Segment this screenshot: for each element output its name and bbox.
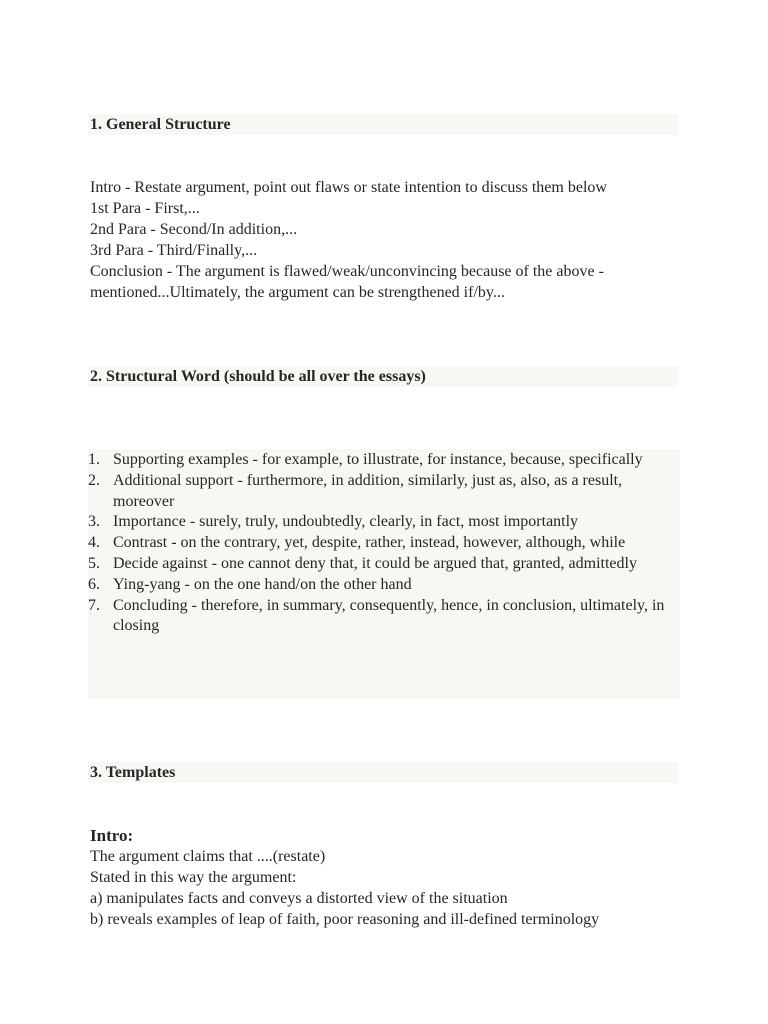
text-line: The argument claims that ....(restate): [90, 848, 326, 865]
list-item: [88, 554, 680, 575]
text-line: a) manipulates facts and conveys a distorted view of the situation: [90, 890, 508, 907]
text-line: 2nd Para - Second/In addition,...: [90, 221, 298, 238]
templates-intro-text: [90, 825, 690, 930]
section-heading-templates: 3. Templates: [88, 762, 678, 783]
list-item-text: Supporting examples - for example, to illustrate, for instance, because, specifically: [113, 451, 643, 468]
list-item: [88, 512, 680, 533]
text-line: Intro - Restate argument, point out flaws or state intention to discuss them below: [90, 179, 607, 196]
list-item: [88, 450, 680, 471]
text-line: b) reveals examples of leap of faith, poor reasoning and ill-defined terminology: [90, 911, 600, 928]
list-item: [88, 575, 680, 596]
list-item-number: 7.: [88, 596, 100, 614]
list-item-number: 1.: [88, 451, 100, 468]
list-item-number: 3.: [88, 513, 100, 531]
list-item-number: 6.: [88, 575, 100, 593]
list-item-text: Concluding - therefore, in summary, consequently, hence, in conclusion, ultimately, in closing: [113, 596, 665, 635]
list-item: [88, 471, 680, 513]
section-heading-structural-word: 2. Structural Word (should be all over the essays): [88, 366, 678, 387]
list-item-text: Additional support - furthermore, in addition, similarly, just as, also, as a result, moreover: [113, 471, 623, 510]
text-line: 1st Para - First,...: [90, 200, 200, 217]
list-item: [88, 596, 680, 638]
intro-label: Intro:: [90, 826, 134, 845]
list-item-number: 2.: [88, 471, 100, 489]
list-item-text: Importance - surely, truly, undoubtedly, clearly, in fact, most importantly: [113, 513, 579, 531]
structural-word-list: [88, 450, 680, 637]
text-line: Stated in this way the argument:: [90, 869, 297, 886]
list-item-number: 4.: [88, 534, 100, 552]
text-line: Conclusion - The argument is flawed/weak/unconvincing because of the above -: [90, 263, 604, 280]
general-structure-text: [90, 177, 690, 303]
list-item-number: 5.: [88, 554, 100, 572]
text-line: mentioned...Ultimately, the argument can be strengthened if/by...: [90, 284, 505, 301]
list-item: [88, 533, 680, 554]
section-heading-general-structure: 1. General Structure: [88, 114, 678, 135]
text-line: 3rd Para - Third/Finally,...: [90, 242, 258, 259]
list-item-text: Contrast - on the contrary, yet, despite, rather, instead, however, although, while: [113, 534, 626, 552]
list-item-text: Ying-yang - on the one hand/on the other hand: [113, 575, 412, 593]
list-item-text: Decide against - one cannot deny that, it could be argued that, granted, admittedly: [113, 554, 637, 572]
